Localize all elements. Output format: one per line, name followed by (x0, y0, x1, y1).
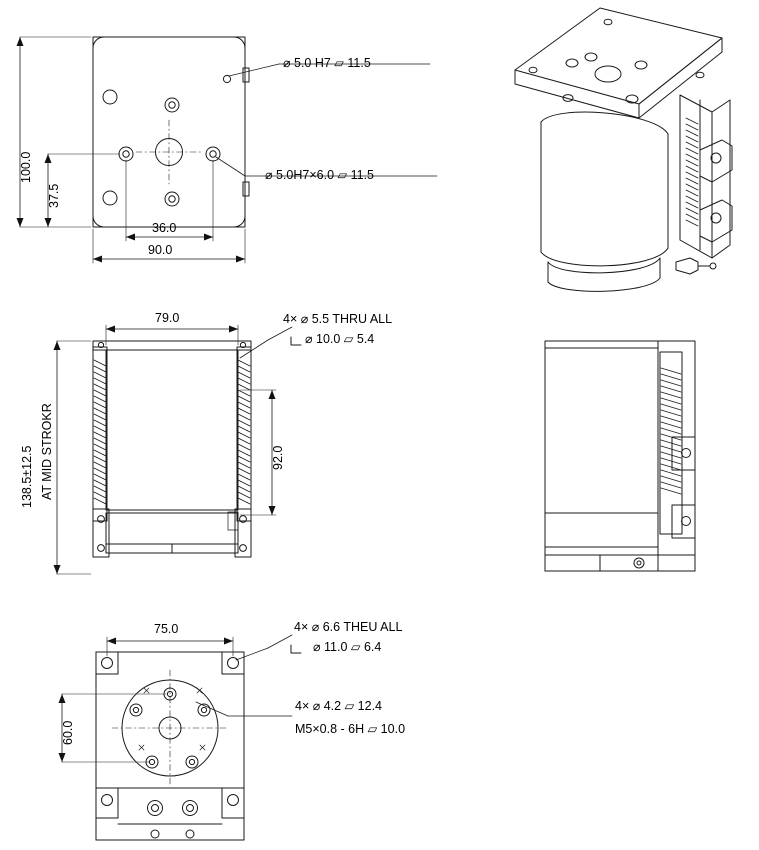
callout-thru-6-6-line1: 4× ⌀ 6.6 THEU ALL (294, 620, 403, 634)
top-view-dimensions (20, 37, 437, 263)
dim-height-37-5: 37.5 (47, 183, 61, 208)
dim-width-75: 75.0 (154, 622, 179, 636)
note-at-mid-stroke: AT MID STROKR (40, 403, 54, 500)
front-view-dimensions (57, 325, 301, 574)
isometric-view-geometry (515, 8, 732, 291)
dim-width-79: 79.0 (155, 311, 180, 325)
front-view-geometry (93, 341, 251, 557)
callout-thru-5-5-line2: ⌀ 10.0 ⏥ 5.4 (305, 332, 375, 346)
callout-hole-5h7x6: ⌀ 5.0H7×6.0 ⏥ 11.5 (265, 168, 374, 182)
callout-thru-5-5-line1: 4× ⌀ 5.5 THRU ALL (283, 312, 393, 326)
callout-tap-m5-line1: 4× ⌀ 4.2 ⏥ 12.4 (295, 699, 382, 713)
dim-height-60: 60.0 (61, 720, 75, 745)
dim-height-138-5: 138.5±12.5 (20, 445, 34, 508)
callout-thru-6-6-line2: ⌀ 11.0 ⏥ 6.4 (313, 640, 382, 654)
bottom-view-geometry (96, 652, 244, 840)
bottom-view-dimensions (62, 635, 301, 762)
side-view-geometry (545, 341, 695, 571)
top-view-geometry (93, 37, 249, 227)
callout-hole-5h7: ⌀ 5.0 H7 ⏥ 11.5 (283, 56, 371, 70)
dim-width-36: 36.0 (152, 221, 177, 235)
callout-tap-m5-line2: M5×0.8 - 6H ⏥ 10.0 (295, 722, 406, 736)
dim-height-100: 100.0 (19, 151, 33, 183)
dim-width-90: 90.0 (148, 243, 173, 257)
dim-height-92: 92.0 (271, 445, 285, 470)
